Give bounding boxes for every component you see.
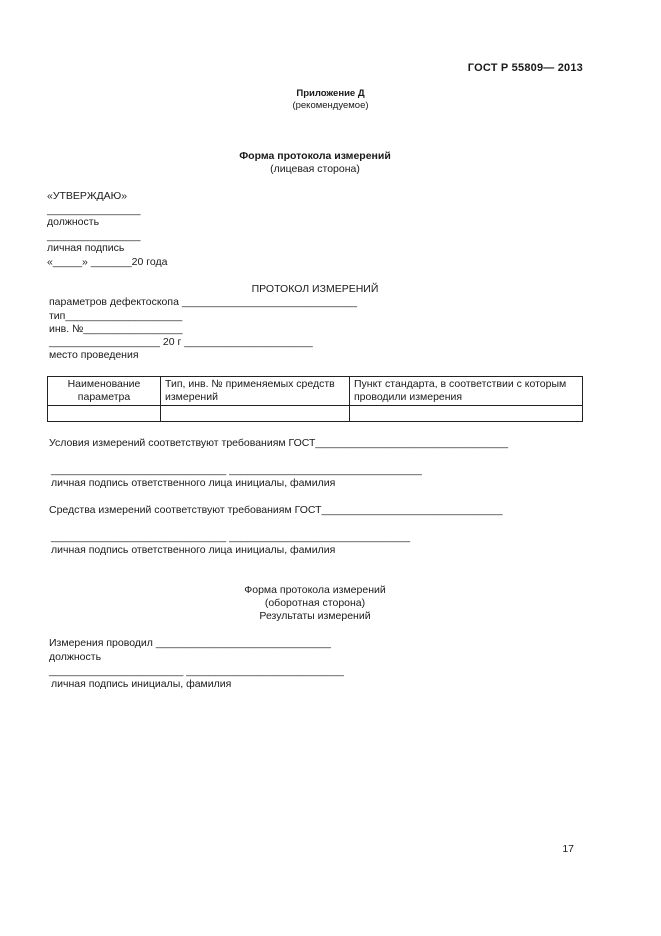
table-header-cell [48,377,161,406]
protocol-place: место проведения [49,349,139,361]
form-title: Форма протокола измерений [239,150,391,162]
table-header-row [48,377,583,406]
means-text: Средства измерений соответствуют требованиям ГОСТ_______________________________ [49,504,503,516]
approve-date: «_____» _______20 года [47,256,168,268]
appendix-title: Приложение Д [296,88,365,99]
appendix-note: (рекомендуемое) [292,100,369,111]
protocol-heading: ПРОТОКОЛ ИЗМЕРЕНИЙ [251,283,379,295]
form-side: (лицевая сторона) [270,163,360,175]
means-signature-line: ______________________________ _______________________________ [51,531,411,543]
measurement-table [47,376,583,422]
back-side-title-block [0,584,630,623]
protocol-type: тип____________________ [49,310,183,322]
approve-line-2: ________________ [47,230,141,242]
header-line: измерений [165,391,218,403]
conditions-signature-line: ______________________________ _________________________________ [51,464,422,476]
header-line: Наименование [67,378,141,390]
protocol-date-line: ___________________ 20 г ______________________ [49,336,313,348]
page-number: 17 [562,843,574,855]
performer-signature-caption: личная подпись инициалы, фамилия [51,678,232,690]
back-results: Результаты измерений [259,610,371,622]
performer-signature-line: _______________________ ___________________________ [49,665,344,677]
approve-signature: личная подпись [47,242,125,254]
approve-label: «УТВЕРЖДАЮ» [47,190,128,202]
approve-position: должность [47,216,100,228]
protocol-inv: инв. №_________________ [49,323,183,335]
form-title-block [0,150,630,176]
table-row [48,406,583,422]
performer-text: Измерения проводил ______________________________ [49,637,332,649]
appendix-block [0,88,661,112]
table-cell [161,406,350,422]
header-line: параметра [77,391,131,403]
header-line: Тип, инв. № применяемых средств [165,378,335,390]
protocol-params: параметров дефектоскопа ______________________________ [49,296,358,308]
conditions-signature-caption: личная подпись ответственного лица инициалы, фамилия [51,477,336,489]
table-header-cell [161,377,350,406]
back-title: Форма протокола измерений [244,584,386,596]
performer-position: должность [49,651,102,663]
header-line: Пункт стандарта, в соответствии с которым [354,378,567,390]
header-line: проводили измерения [354,391,463,403]
table-cell [48,406,161,422]
back-side: (оборотная сторона) [264,597,366,609]
means-signature-caption: личная подпись ответственного лица инициалы, фамилия [51,544,336,556]
table-cell [350,406,583,422]
table-header-cell [350,377,583,406]
approve-line-1: ________________ [47,204,141,216]
standard-header: ГОСТ Р 55809— 2013 [467,62,583,74]
conditions-text: Условия измерений соответствуют требованиям ГОСТ_________________________________ [49,437,509,449]
